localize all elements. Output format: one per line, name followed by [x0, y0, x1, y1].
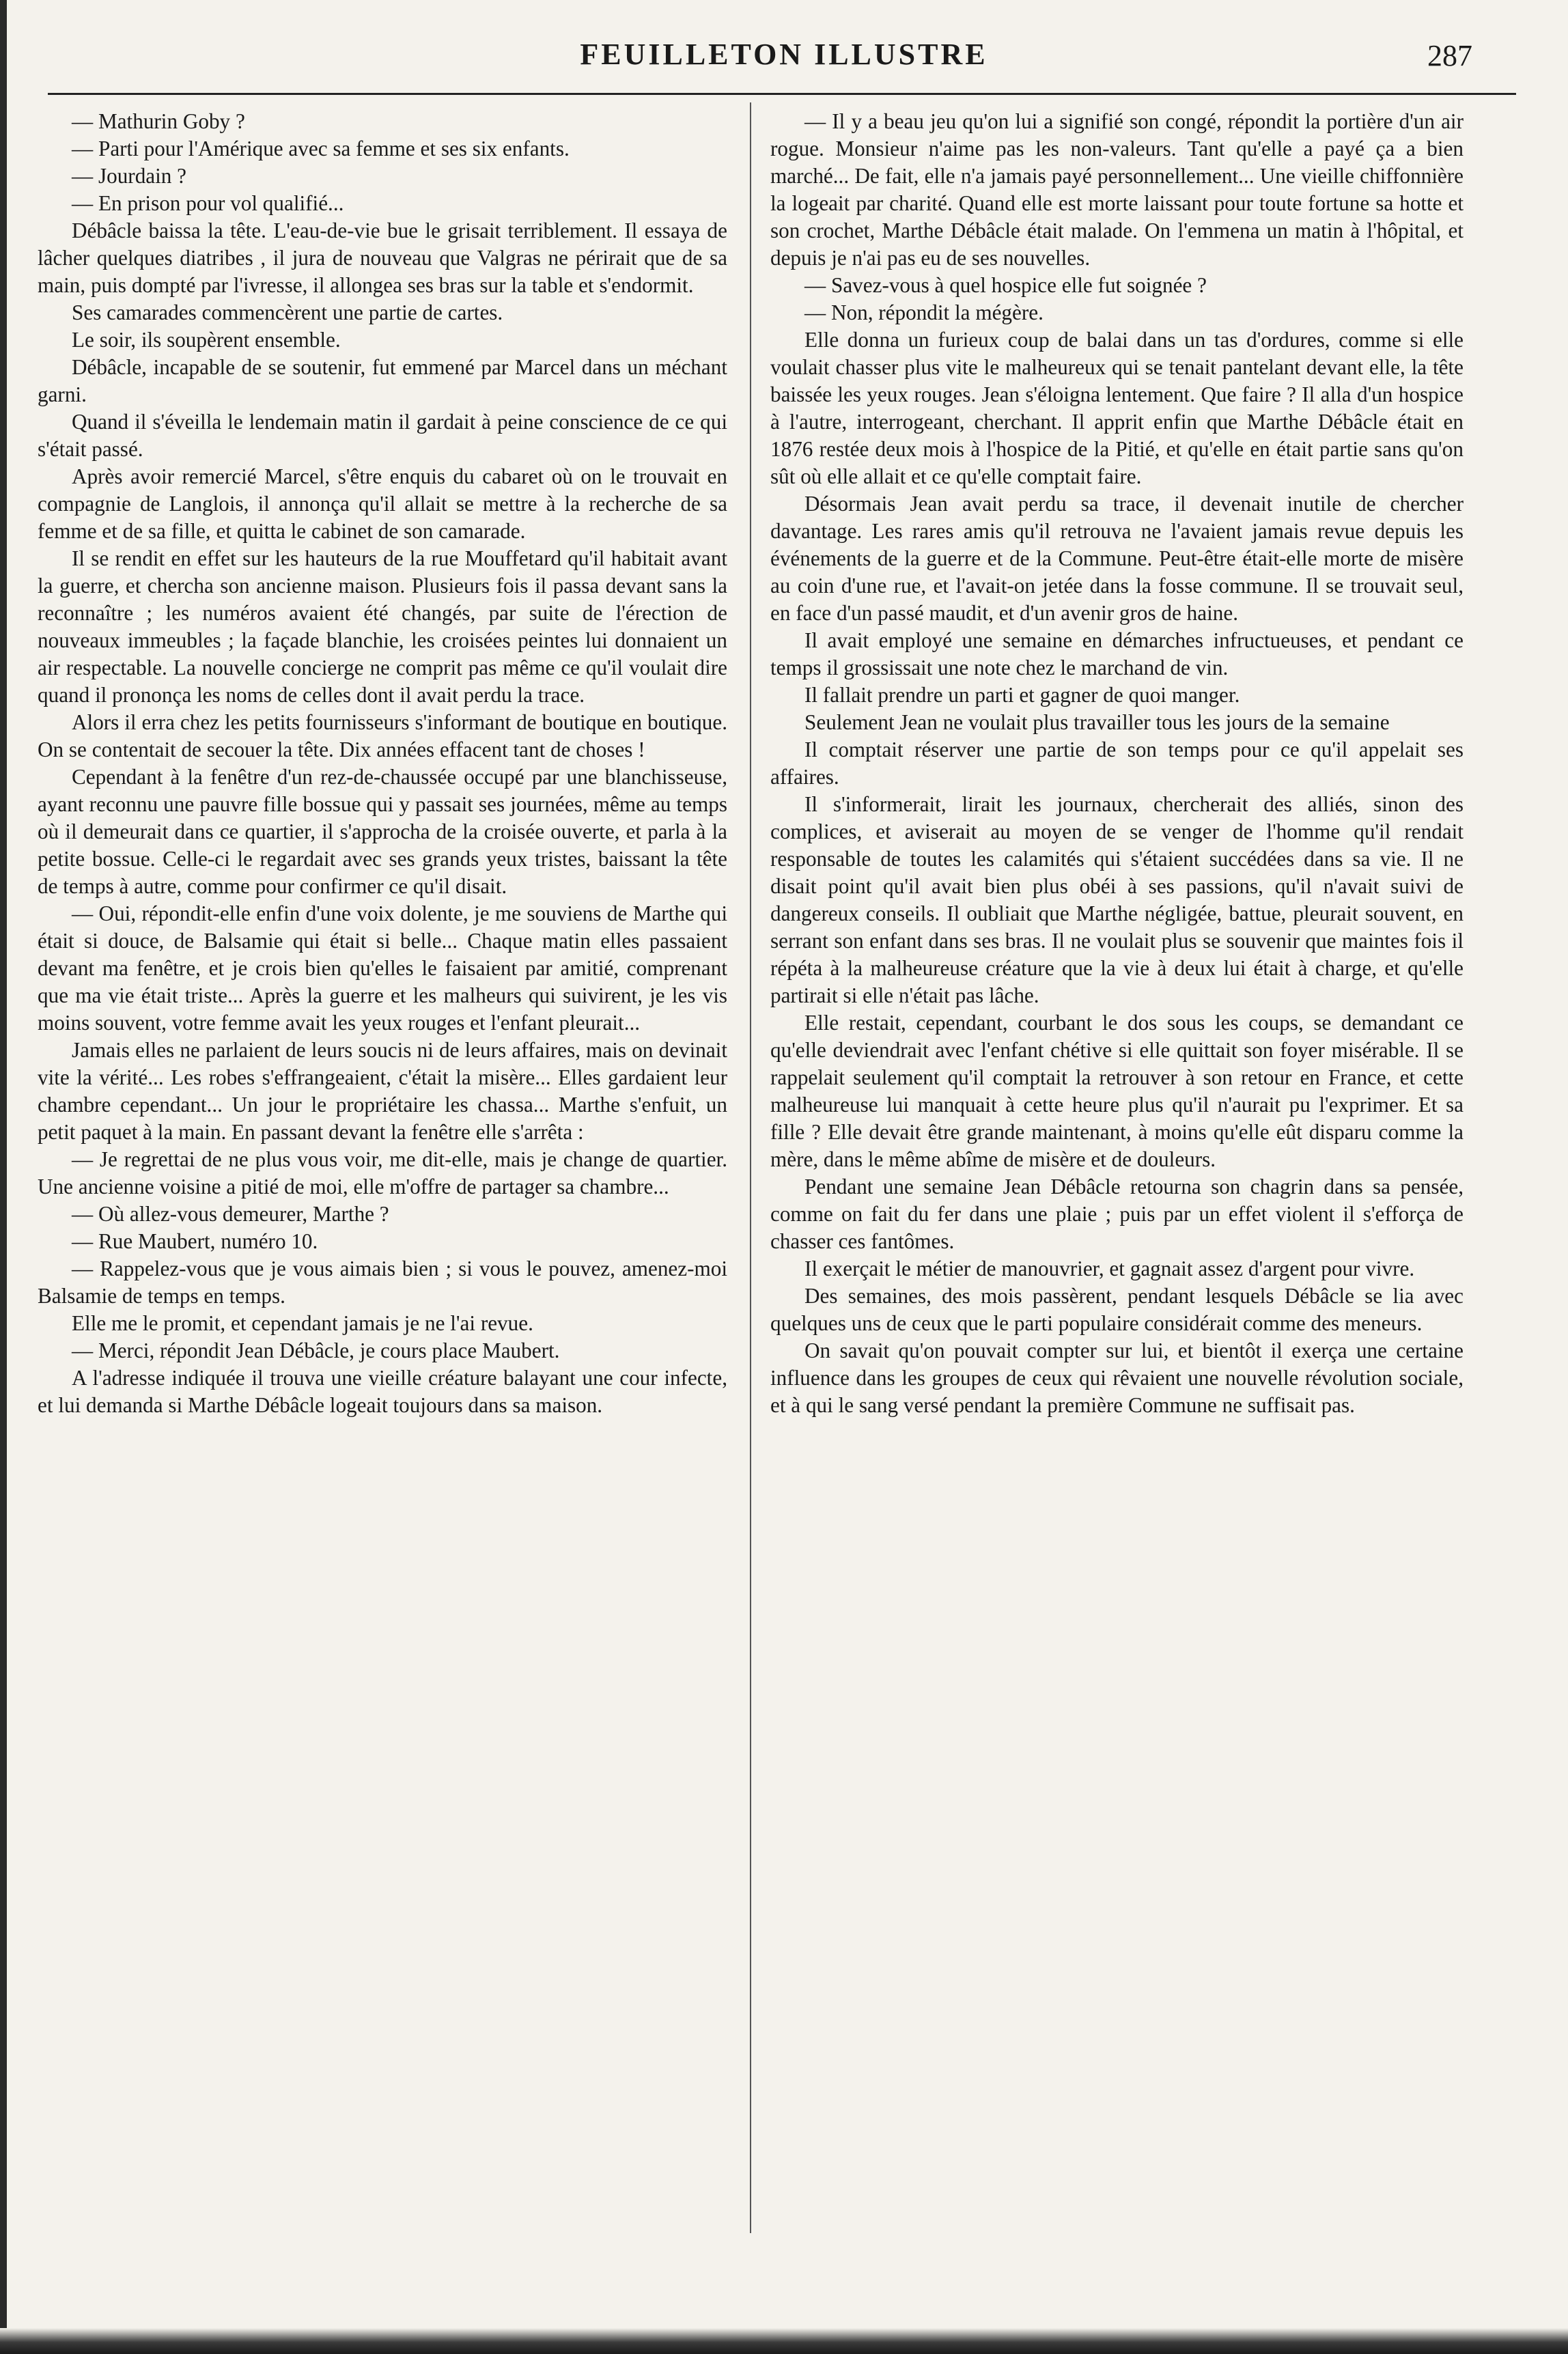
- paragraph: Ses camarades commencèrent une partie de cartes.: [72, 300, 503, 324]
- right-column: [770, 108, 1464, 1419]
- paragraph: — Parti pour l'Amérique avec sa femme et ses six enfants.: [72, 137, 570, 160]
- page-number: 287: [1427, 39, 1472, 72]
- paragraph: Elle restait, cependant, courbant le dos sous les coups, se demandant ce qu'elle deviendrait avec l'enfant chétive si elle quittait son foyer misérable. Il se rappelait seulement qu'il comptait la retrouver à son retour en France, et cette malheureuse lui manquait à cette heure plus qu'il n'aurait pu l'exprimer. Et sa fille ? Elle devait être grande maintenant, à moins qu'elle eût disparu comme la mère, dans le même abîme de misère et de douleurs.: [770, 1011, 1464, 1171]
- page-title: FEUILLETON ILLUSTRE: [580, 38, 988, 71]
- paragraph: — Merci, répondit Jean Débâcle, je cours place Maubert.: [72, 1339, 560, 1362]
- paragraph: Débâcle baissa la tête. L'eau-de-vie bue le grisait terriblement. Il essaya de lâcher quelques diatribes , il jura de nouveau que Valgras ne périrait que de sa main, puis dompté par l'ivresse, il allongea ses bras sur la table et s'endormit.: [38, 219, 727, 297]
- page-header: [0, 27, 1568, 82]
- paragraph: Elle donna un furieux coup de balai dans un tas d'ordures, comme si elle voulait chasser plus vite le malheureux qui se tenait pantelant devant elle, la tête baissée les yeux rouges. Jean s'éloigna lentement. Que faire ? Il alla d'un hospice à l'autre, interrogeant, cherchant. Il apprit enfin que Marthe Débâcle était en 1876 restée deux mois à l'hospice de la Pitié, et qu'elle en était partie sans qu'on sût où elle allait et ce qu'elle comptait faire.: [770, 328, 1464, 488]
- paragraph: — Rue Maubert, numéro 10.: [72, 1229, 318, 1253]
- paragraph: — Où allez-vous demeurer, Marthe ?: [72, 1202, 389, 1226]
- paragraph: Il exerçait le métier de manouvrier, et gagnait assez d'argent pour vivre.: [804, 1257, 1415, 1280]
- paragraph: Alors il erra chez les petits fournisseurs s'informant de boutique en boutique. On se contentait de secouer la tête. Dix années effacent tant de choses !: [38, 710, 727, 761]
- paragraph: Le soir, ils soupèrent ensemble.: [72, 328, 341, 352]
- header-rule: [48, 93, 1516, 95]
- paragraph: Il comptait réserver une partie de son temps pour ce qu'il appelait ses affaires.: [770, 738, 1464, 789]
- paragraph: — Mathurin Goby ?: [72, 109, 245, 133]
- paragraph: Il s'informerait, lirait les journaux, chercherait des alliés, sinon des complices, et aviserait au moyen de se venger de l'homme qu'il rendait responsable de toutes les calamités qui s'étaient succédées dans sa vie. Il ne disait point qu'il avait bien plus obéi à ses passions, qu'il n'avait suivi de dangereux conseils. Il oubliait que Marthe négligée, battue, pleurait souvent, en serrant son enfant dans ses bras. Il ne voulait plus se souvenir que maintes fois il répéta à la malheureuse créature que la vie à deux lui était à charge, et qu'elle partirait si elle n'était pas lâche.: [770, 792, 1464, 1007]
- paragraph: Il avait employé une semaine en démarches infructueuses, et pendant ce temps il grossissait une note chez le marchand de vin.: [770, 628, 1464, 679]
- paragraph: — En prison pour vol qualifié...: [72, 191, 344, 215]
- paragraph: — Jourdain ?: [72, 164, 187, 188]
- paragraph: A l'adresse indiquée il trouva une vieille créature balayant une cour infecte, et lui demanda si Marthe Débâcle logeait toujours dans sa maison.: [38, 1366, 727, 1417]
- paragraph: Désormais Jean avait perdu sa trace, il devenait inutile de chercher davantage. Les rares amis qu'il retrouva ne l'avaient jamais revue depuis les événements de la guerre et de la Commune. Peut-être était-elle morte de misère au coin d'une rue, et l'avait-on jetée dans la fosse commune. Il se trouvait seul, en face d'un passé maudit, et d'un avenir gros de haine.: [770, 492, 1464, 625]
- paragraph: Seulement Jean ne voulait plus travailler tous les jours de la semaine: [804, 710, 1390, 734]
- paragraph: Il se rendit en effet sur les hauteurs de la rue Mouffetard qu'il habitait avant la guerre, et chercha son ancienne maison. Plusieurs fois il passa devant sans la reconnaître ; les numéros avaient été changés, par suite de l'érection de nouveaux immeubles ; la façade blanchie, les croisées peintes lui donnaient un air respectable. La nouvelle concierge ne comprit pas même ce qu'il voulait dire quand il prononça les noms de celles dont il avait perdu la trace.: [38, 546, 727, 707]
- paragraph: Débâcle, incapable de se soutenir, fut emmené par Marcel dans un méchant garni.: [38, 355, 727, 406]
- page-bottom-edge: [0, 2328, 1568, 2354]
- paragraph: Pendant une semaine Jean Débâcle retourna son chagrin dans sa pensée, comme on fait du fer dans une plaie ; puis par un effet violent il s'efforça de chasser ces fantômes.: [770, 1175, 1464, 1253]
- paragraph: Elle me le promit, et cependant jamais je ne l'ai revue.: [72, 1311, 533, 1335]
- paragraph: — Non, répondit la mégère.: [804, 300, 1044, 324]
- column-divider: [750, 102, 751, 2233]
- paragraph: — Rappelez-vous que je vous aimais bien ; si vous le pouvez, amenez-moi Balsamie de temps en temps.: [38, 1257, 727, 1308]
- paragraph: — Je regrettai de ne plus vous voir, me dit-elle, mais je change de quartier. Une ancienne voisine a pitié de moi, elle m'offre de partager sa chambre...: [38, 1147, 727, 1199]
- paragraph: Jamais elles ne parlaient de leurs soucis ni de leurs affaires, mais on devinait vite la vérité... Les robes s'effrangeaient, c'était la misère... Elles gardaient leur chambre cependant... Un jour le propriétaire les chassa... Marthe s'enfuit, un petit paquet à la main. En passant devant la fenêtre elle s'arrêta :: [38, 1038, 727, 1144]
- paragraph: Des semaines, des mois passèrent, pendant lesquels Débâcle se lia avec quelques uns de ceux que le parti populaire considérait comme des meneurs.: [770, 1284, 1464, 1335]
- paragraph: — Il y a beau jeu qu'on lui a signifié son congé, répondit la portière d'un air rogue. Monsieur n'aime pas les non-valeurs. Tant qu'elle a payé ça a bien marché... De fait, elle n'a jamais payé personnellement... Une vieille chiffonnière la logeait par charité. Quand elle est morte laissant pour toute fortune sa hotte et son crochet, Marthe Débâcle était malade. On l'emmena un matin à l'hôpital, et depuis je n'ai pas eu de ses nouvelles.: [770, 109, 1464, 270]
- paragraph: Quand il s'éveilla le lendemain matin il gardait à peine conscience de ce qui s'était passé.: [38, 410, 727, 461]
- paragraph: On savait qu'on pouvait compter sur lui, et bientôt il exerça une certaine influence dans les groupes de ceux qui rêvaient une nouvelle révolution sociale, et à qui le sang versé pendant la première Commune ne suffisait pas.: [770, 1339, 1464, 1417]
- paragraph: Il fallait prendre un parti et gagner de quoi manger.: [804, 683, 1240, 707]
- paragraph: — Oui, répondit-elle enfin d'une voix dolente, je me souviens de Marthe qui était si douce, de Balsamie qui était si belle... Chaque matin elles passaient devant ma fenêtre, et je crois bien qu'elles le faisaient par amitié, comprenant que ma vie était triste... Après la guerre et les malheurs qui suivirent, je les vis moins souvent, votre femme avait les yeux rouges et l'enfant pleurait...: [38, 901, 727, 1035]
- left-column: [38, 108, 727, 1419]
- binding-edge: [0, 0, 7, 2354]
- paragraph: — Savez-vous à quel hospice elle fut soignée ?: [804, 273, 1207, 297]
- paragraph: Après avoir remercié Marcel, s'être enquis du cabaret où on le trouvait en compagnie de Langlois, il annonça qu'il allait se mettre à la recherche de sa femme et de sa fille, et quitta le cabinet de son camarade.: [38, 464, 727, 543]
- paragraph: Cependant à la fenêtre d'un rez-de-chaussée occupé par une blanchisseuse, ayant reconnu une pauvre fille bossue qui y passait ses journées, même au temps où il demeurait dans ce quartier, il s'approcha de la croisée ouverte, et parla à la petite bossue. Celle-ci le regardait avec ses grands yeux tristes, baissant la tête de temps à autre, comme pour confirmer ce qu'il disait.: [38, 765, 727, 898]
